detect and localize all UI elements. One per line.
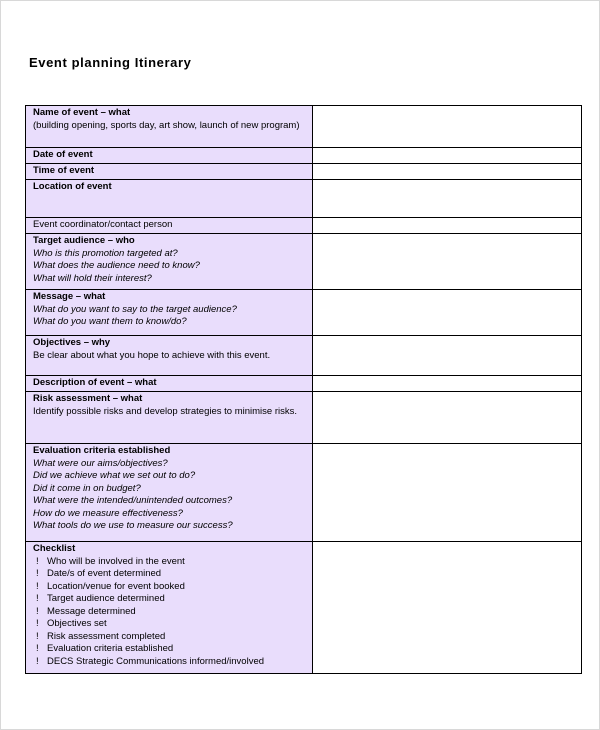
label-cell	[26, 392, 313, 444]
exclamation-icon: !	[36, 655, 39, 667]
field-label: Evaluation criteria established	[33, 445, 171, 456]
checklist-item: ! Objectives set	[36, 618, 107, 629]
exclamation-icon: !	[36, 605, 39, 617]
checklist-item: ! Risk assessment completed	[36, 630, 166, 642]
itinerary-table	[25, 105, 582, 674]
field-question: Did we achieve what we set out to do?	[33, 470, 196, 481]
field-question: Who is this promotion targeted at?	[33, 247, 178, 259]
field-label: Objectives – why	[33, 337, 111, 348]
row-time-of-event	[26, 164, 582, 180]
exclamation-icon: !	[36, 555, 39, 567]
objectives-input[interactable]	[313, 336, 582, 376]
label-cell	[26, 336, 313, 376]
row-description-of-event	[26, 376, 582, 392]
checklist-item: ! Who will be involved in the event	[36, 555, 185, 567]
field-note: Identify possible risks and develop strategies to minimise risks.	[33, 405, 298, 417]
exclamation-icon: !	[36, 568, 39, 579]
page-title: Event planning Itinerary	[29, 55, 192, 70]
time-of-event-input[interactable]	[313, 164, 582, 180]
field-question: What do you want to say to the target audience?	[33, 303, 237, 315]
field-question: What were the intended/unintended outcomes?	[33, 495, 233, 506]
label-cell	[26, 164, 313, 180]
field-label: Name of event – what	[33, 107, 131, 118]
row-target-audience	[26, 234, 582, 290]
row-date-of-event	[26, 148, 582, 164]
row-evaluation-criteria	[26, 444, 582, 542]
label-cell	[26, 234, 313, 290]
exclamation-icon: !	[36, 643, 39, 654]
checklist-item: ! Evaluation criteria established	[36, 643, 174, 654]
field-note: Event coordinator/contact person	[33, 219, 173, 230]
field-label: Time of event	[33, 165, 95, 176]
label-cell	[26, 106, 313, 148]
field-note: (building opening, sports day, art show, launch of new program)	[33, 119, 300, 131]
checklist-item: ! Date/s of event determined	[36, 568, 162, 579]
exclamation-icon: !	[36, 618, 39, 629]
label-cell	[26, 376, 313, 392]
label-cell	[26, 180, 313, 218]
field-question: What do you want them to know/do?	[33, 316, 187, 327]
evaluation-criteria-input[interactable]	[313, 444, 582, 542]
exclamation-icon: !	[36, 593, 39, 604]
name-of-event-input[interactable]	[313, 106, 582, 148]
target-audience-input[interactable]	[313, 234, 582, 290]
event-coordinator-input[interactable]	[313, 218, 582, 234]
field-label: Location of event	[33, 181, 112, 192]
label-cell	[26, 218, 313, 234]
checklist-input[interactable]	[313, 542, 582, 674]
date-of-event-input[interactable]	[313, 148, 582, 164]
field-label: Date of event	[33, 149, 93, 160]
label-cell	[26, 542, 313, 674]
risk-assessment-input[interactable]	[313, 392, 582, 444]
label-cell	[26, 148, 313, 164]
checklist-item: ! Message determined	[36, 605, 136, 617]
row-location-of-event	[26, 180, 582, 218]
field-question: Did it come in on budget?	[33, 482, 141, 494]
field-label: Risk assessment – what	[33, 393, 143, 404]
exclamation-icon: !	[36, 580, 39, 592]
field-question: How do we measure effectiveness?	[33, 507, 183, 519]
field-question: What were our aims/objectives?	[33, 457, 168, 469]
field-label: Checklist	[33, 543, 76, 554]
field-note: Be clear about what you hope to achieve with this event.	[33, 349, 271, 361]
checklist-item: ! Target audience determined	[36, 593, 165, 604]
label-cell	[26, 290, 313, 336]
field-label: Message – what	[33, 291, 106, 302]
field-label: Target audience – who	[33, 235, 135, 246]
label-cell	[26, 444, 313, 542]
field-question: What tools do we use to measure our success?	[33, 520, 233, 531]
row-objectives	[26, 336, 582, 376]
location-of-event-input[interactable]	[313, 180, 582, 218]
exclamation-icon: !	[36, 630, 39, 642]
row-checklist	[26, 542, 582, 674]
row-event-coordinator	[26, 218, 582, 234]
message-input[interactable]	[313, 290, 582, 336]
checklist-item: ! Location/venue for event booked	[36, 580, 185, 592]
checklist-item: ! DECS Strategic Communications informed/involved	[36, 655, 265, 667]
field-question: What does the audience need to know?	[33, 260, 200, 271]
field-question: What will hold their interest?	[33, 272, 152, 284]
row-message	[26, 290, 582, 336]
row-name-of-event	[26, 106, 582, 148]
description-of-event-input[interactable]	[313, 376, 582, 392]
row-risk-assessment	[26, 392, 582, 444]
field-label: Description of event – what	[33, 377, 157, 388]
